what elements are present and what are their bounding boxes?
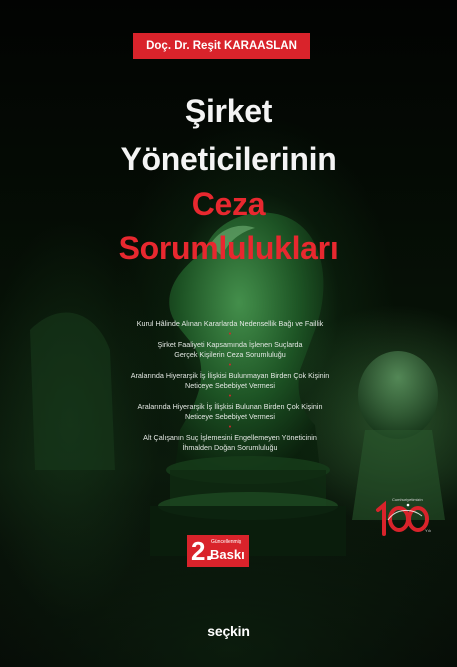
topic-item: Alt Çalışanın Suç İşlemesini Engellemeyen Yöneticinin bbox=[143, 433, 317, 442]
bullet-dot-icon: • bbox=[228, 331, 232, 338]
topic-item: Gerçek Kişilerin Ceza Sorumluluğu bbox=[174, 350, 286, 359]
topic-item: Şirket Faaliyeti Kapsamında İşlenen Suçlarda bbox=[157, 340, 303, 349]
topic-item: Aralarında Hiyerarşik İş İlişkisi Bulunmayan Birden Çok Kişinin bbox=[130, 371, 330, 380]
title-line-1: Şirket bbox=[184, 93, 273, 129]
anniversary-caption: Cumhuriyetimizin bbox=[392, 497, 423, 502]
title-line-3: Ceza bbox=[191, 186, 266, 222]
topic-item: Neticeye Sebebiyet Vermesi bbox=[185, 381, 275, 390]
edition-updated-label: Güncellenmiş bbox=[211, 539, 242, 545]
anniversary-suffix: Yılı bbox=[425, 528, 431, 533]
bullet-dot-icon: • bbox=[228, 424, 232, 431]
topic-list bbox=[80, 319, 380, 453]
bullet-dot-icon: • bbox=[228, 362, 232, 369]
author-banner: Doç. Dr. Reşit KARAASLAN bbox=[133, 33, 310, 59]
title-line-2: Yöneticilerinin bbox=[120, 141, 337, 177]
publisher-logo: seçkin bbox=[207, 623, 250, 639]
bullet-dot-icon: • bbox=[228, 393, 232, 400]
topic-item: İhmalden Doğan Sorumluluğu bbox=[182, 443, 278, 452]
topic-item: Neticeye Sebebiyet Vermesi bbox=[185, 412, 275, 421]
edition-label: Baskı bbox=[210, 547, 245, 562]
edition-number: 2. bbox=[191, 536, 213, 566]
topic-item: Aralarında Hiyerarşik İş İlişkisi Bulunan Birden Çok Kişinin bbox=[137, 402, 323, 411]
topic-item: Kurul Hâlinde Alınan Kararlarda Nedensellik Bağı ve Faillik bbox=[136, 319, 324, 328]
republic-100-year-logo bbox=[372, 494, 438, 542]
title-line-4: Sorumlulukları bbox=[118, 230, 339, 266]
edition-badge bbox=[187, 535, 249, 567]
